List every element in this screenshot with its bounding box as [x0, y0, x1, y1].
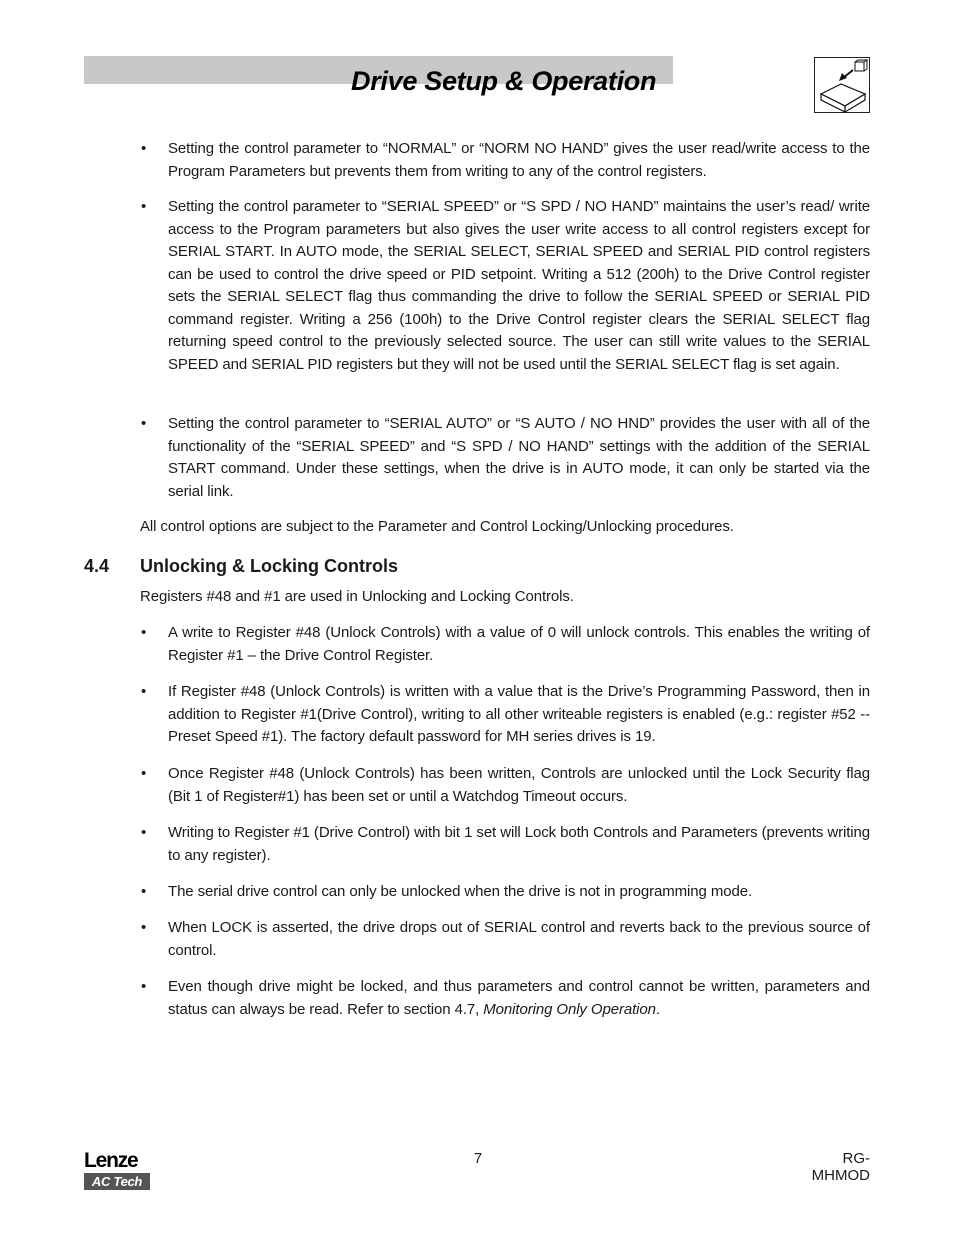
- list-item-text: [168, 976, 870, 1021]
- list-item: [141, 681, 870, 749]
- list-item: [141, 196, 870, 376]
- list-item-text: If Register #48 (Unlock Controls) is written with a value that is the Drive’s Programming Password, then in addition to Register #1(Drive Control), writing to all other writeable registers is enabled (e.g.: register #52 -- Preset Speed #1). The factory default password for MH series drives is 19.: [168, 683, 870, 745]
- bullet-marker: •: [141, 415, 147, 432]
- list-item: [141, 822, 870, 867]
- page-title: Drive Setup & Operation: [351, 66, 657, 96]
- list-item: [141, 138, 870, 183]
- keypad-manual-icon: [814, 57, 870, 113]
- list-item: [141, 881, 870, 904]
- section-title: Unlocking & Locking Controls: [140, 556, 399, 576]
- section-intro: Registers #48 and #1 are used in Unlocking and Locking Controls.: [140, 588, 574, 605]
- list-item-text: A write to Register #48 (Unlock Controls) with a value of 0 will unlock controls. This enables the writing of Register #1 – the Drive Control Register.: [168, 624, 870, 664]
- document-id: RG-MHMOD: [811, 1150, 870, 1184]
- bullet-marker: •: [141, 883, 147, 900]
- section-number: 4.4: [84, 556, 110, 576]
- list-item-text: Setting the control parameter to “NORMAL” or “NORM NO HAND” gives the user read/write access to the Program Parameters but prevents them from writing to any of the control registers.: [168, 140, 870, 180]
- bullet-marker: •: [141, 765, 147, 782]
- bullet-marker: •: [141, 683, 147, 700]
- sentence-end: .: [655, 1000, 660, 1018]
- lenze-ac-tech-logo: [84, 1150, 152, 1190]
- bullet-marker: •: [141, 978, 147, 995]
- note-paragraph: All control options are subject to the Parameter and Control Locking/Unlocking procedures.: [140, 518, 734, 535]
- list-item-text: The serial drive control can only be unlocked when the drive is not in programming mode.: [168, 883, 753, 900]
- list-item: [141, 622, 870, 667]
- list-item-text: Setting the control parameter to “SERIAL SPEED” or “S SPD / NO HAND” maintains the user’s read/ write access to the Program parameters but also gives the user write access to all control registers except for SERIAL START. In AUTO mode, the SERIAL SELECT, SERIAL SPEED and SERIAL PID control registers can be used to control the drive speed or PID setpoint. Writing a 512 (200h) to the Drive Control register sets the SERIAL SELECT flag thus commanding the drive to follow the SERIAL SPEED or SERIAL PID command register. Writing a 256 (100h) to the Drive Control register clears the SERIAL SELECT flag returning speed control to the previously selected source. The user can still write values to the SERIAL SPEED and SERIAL PID registers but they will not be used until the SERIAL SELECT flag is set again.: [168, 198, 870, 373]
- list-item: [141, 763, 870, 808]
- list-item: [141, 917, 870, 962]
- list-item-text-main: Even though drive might be locked, and thus parameters and control cannot be written, parameters and status can always be read. Refer to section 4.7,: [168, 978, 870, 1018]
- bullet-marker: •: [141, 919, 147, 936]
- list-item: [141, 413, 870, 503]
- logo-top-text: Lenze: [84, 1149, 138, 1172]
- bullet-marker: •: [141, 198, 147, 215]
- bullet-marker: •: [141, 140, 147, 157]
- list-item-text: Once Register #48 (Unlock Controls) has been written, Controls are unlocked until the Lock Security flag (Bit 1 of Register#1) has been set or until a Watchdog Timeout occurs.: [168, 765, 870, 805]
- list-item-text: Writing to Register #1 (Drive Control) with bit 1 set will Lock both Controls and Parameters (prevents writing to any register).: [168, 824, 870, 864]
- list-item-text: Setting the control parameter to “SERIAL AUTO” or “S AUTO / NO HND” provides the user with all of the functionality of the “SERIAL SPEED” and “S SPD / NO HAND” settings with the addition of the SERIAL START command. Under these settings, when the drive is in AUTO mode, it can only be started via the serial link.: [168, 415, 870, 500]
- list-item: [141, 976, 870, 1021]
- page-number: 7: [473, 1150, 483, 1167]
- logo-bottom-text: AC Tech: [84, 1173, 150, 1190]
- bullet-marker: •: [141, 824, 147, 841]
- section-reference: Monitoring Only Operation: [483, 1000, 656, 1018]
- list-item-text: When LOCK is asserted, the drive drops out of SERIAL control and reverts back to the previous source of control.: [168, 919, 870, 959]
- bullet-marker: •: [141, 624, 147, 641]
